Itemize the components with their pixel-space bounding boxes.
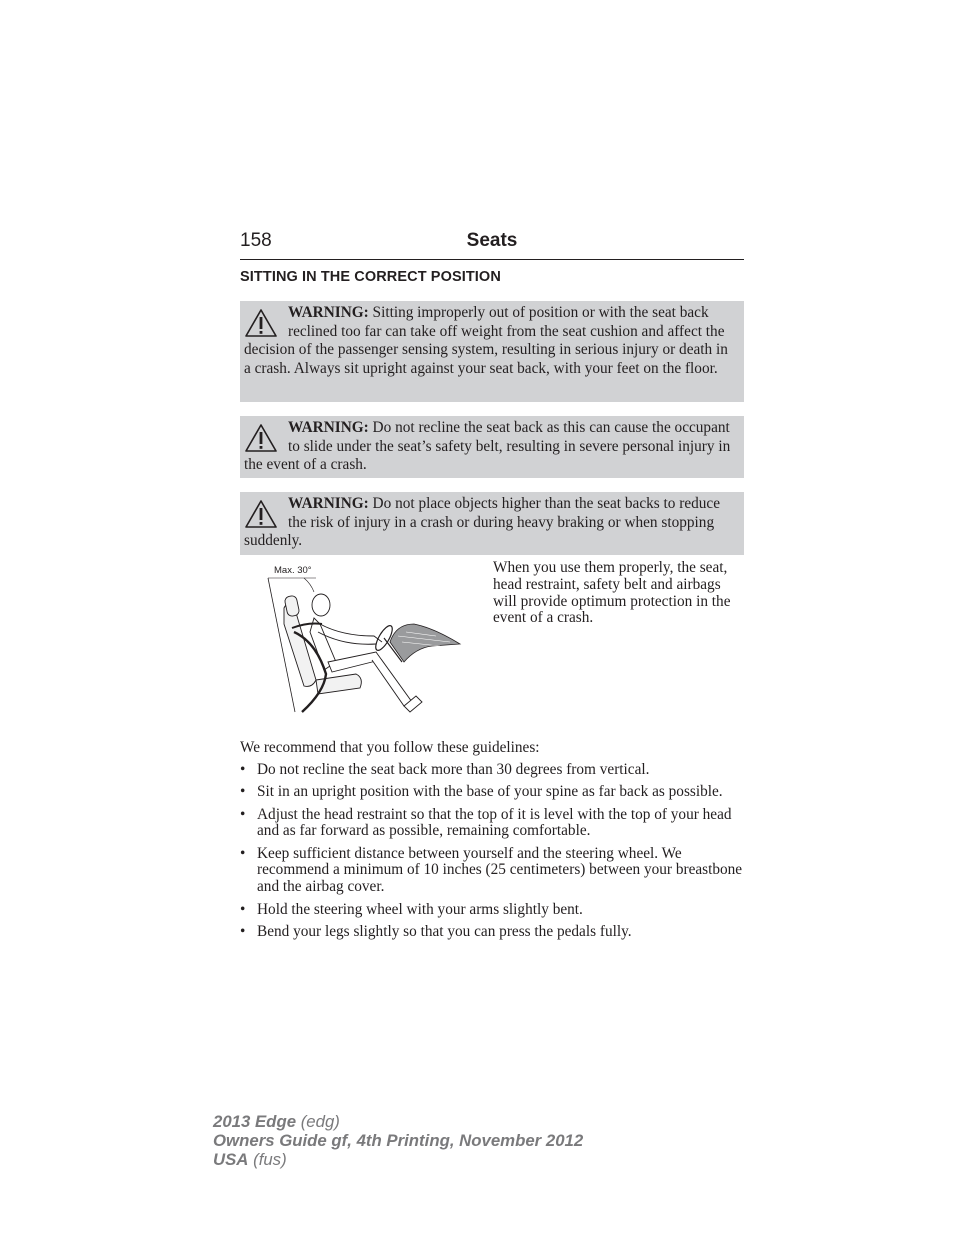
bullet: • bbox=[240, 922, 246, 940]
footer-line-1 bbox=[213, 1112, 583, 1131]
warning-box-1 bbox=[240, 301, 744, 402]
list-item bbox=[240, 924, 744, 941]
footer-model: 2013 Edge bbox=[213, 1112, 297, 1131]
footer-market: USA bbox=[213, 1150, 249, 1169]
list-item-text: Adjust the head restraint so that the top of it is level with the top of your head and as far forward as possible, remaining comfortable. bbox=[257, 805, 732, 840]
footer-model-code: (edg) bbox=[296, 1112, 340, 1131]
list-item-text: Sit in an upright position with the base of your spine as far back as possible. bbox=[257, 783, 723, 801]
guidelines-list bbox=[240, 762, 744, 946]
bullet: • bbox=[240, 844, 246, 862]
warning-box-3 bbox=[240, 492, 744, 555]
warning-label: WARNING: bbox=[288, 495, 369, 512]
list-item bbox=[240, 902, 744, 919]
section-title: Seats bbox=[466, 230, 518, 251]
page-number: 158 bbox=[240, 230, 272, 251]
warning-box-2 bbox=[240, 416, 744, 478]
angle-label: Max. 30° bbox=[274, 565, 312, 576]
bullet: • bbox=[240, 761, 246, 778]
list-item bbox=[240, 784, 744, 801]
warning-label: WARNING: bbox=[288, 419, 369, 436]
warning-text: Sitting improperly out of position or with the seat back reclined too far can take off weight from the seat cushion and affect the decision of the passenger sensing system, resulting in serious injury or death in a crash. Always sit upright against your seat back, with your feet on the floor. bbox=[244, 304, 728, 378]
warning-triangle-icon bbox=[244, 499, 278, 529]
list-item bbox=[240, 846, 744, 896]
subheading: SITTING IN THE CORRECT POSITION bbox=[240, 269, 501, 285]
footer-market-code: (fus) bbox=[248, 1150, 287, 1169]
list-item bbox=[240, 762, 744, 779]
warning-text: Do not place objects higher than the seat backs to reduce the risk of injury in a crash or during heavy braking or when stopping suddenly. bbox=[244, 495, 721, 550]
seating-position-illustration bbox=[264, 562, 464, 718]
page-header bbox=[240, 229, 744, 260]
warning-triangle-icon bbox=[244, 308, 278, 338]
footer-line-2 bbox=[213, 1131, 583, 1150]
list-item-text: Keep sufficient distance between yourself and the steering wheel. We recommend a minimum of 10 inches (25 centimeters) between your breastbone and the airbag cover. bbox=[257, 844, 743, 896]
bullet: • bbox=[240, 783, 246, 801]
list-item-text: Do not recline the seat back more than 30 degrees from vertical. bbox=[257, 761, 650, 778]
list-item-text: Bend your legs slightly so that you can press the pedals fully. bbox=[257, 922, 632, 940]
footer-printing: Owners Guide gf, 4th Printing, November 2012 bbox=[213, 1131, 584, 1150]
footer-line-3 bbox=[213, 1150, 583, 1169]
bullet: • bbox=[240, 805, 246, 823]
warning-label: WARNING: bbox=[288, 304, 369, 321]
protection-note: When you use them properly, the seat, head restraint, safety belt and airbags will provide optimum protection in the event of a crash. bbox=[493, 559, 731, 627]
list-item bbox=[240, 807, 744, 841]
bullet: • bbox=[240, 900, 246, 918]
list-item-text: Hold the steering wheel with your arms slightly bent. bbox=[257, 900, 583, 918]
guidelines-intro: We recommend that you follow these guidelines: bbox=[240, 739, 540, 756]
warning-triangle-icon bbox=[244, 423, 278, 453]
warning-text: Do not recline the seat back as this can cause the occupant to slide under the seat’s safety belt, resulting in severe personal injury in the event of a crash. bbox=[244, 419, 731, 474]
page-footer bbox=[213, 1112, 583, 1169]
